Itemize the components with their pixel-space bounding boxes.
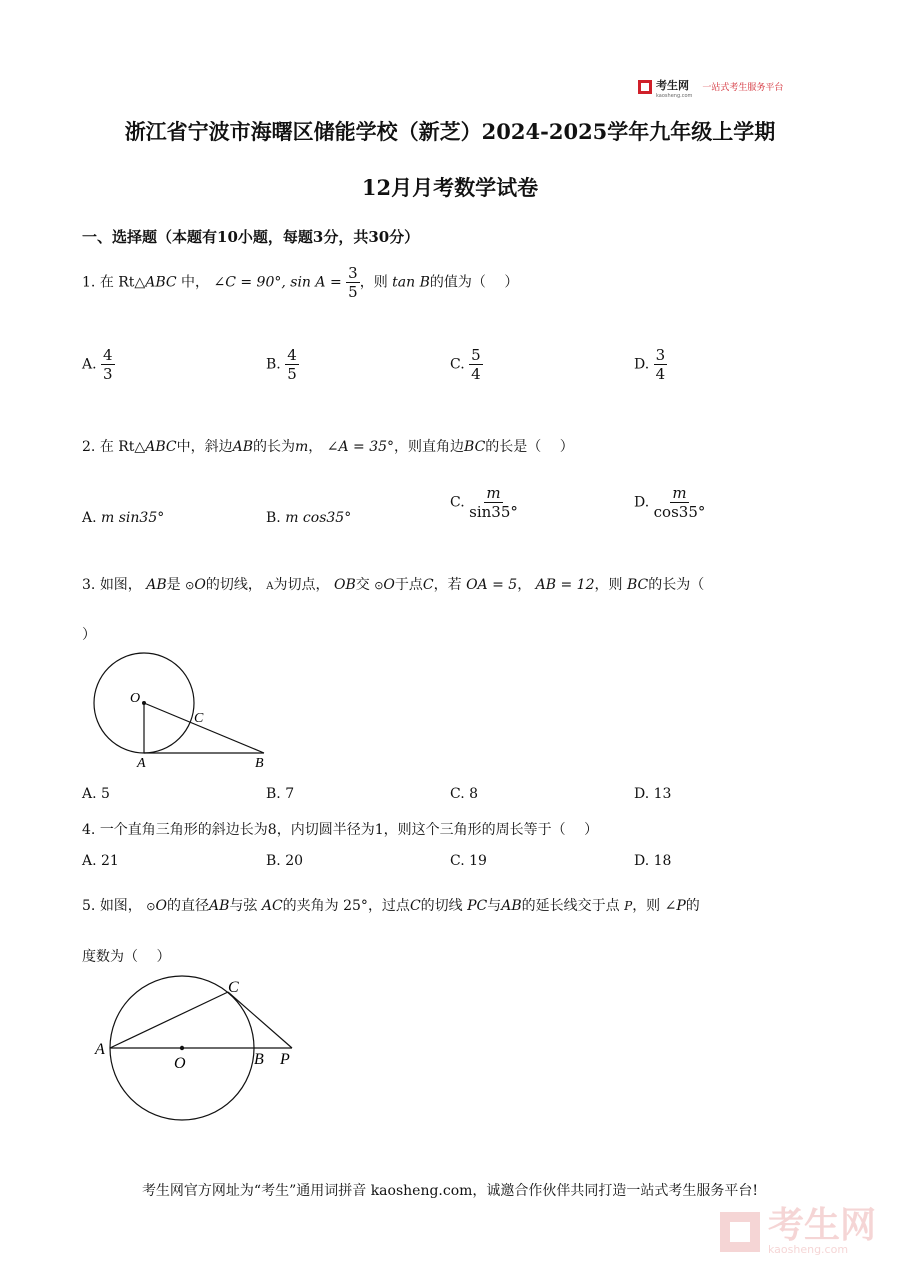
q3-o2: O (383, 577, 395, 593)
watermark-domain: kaosheng.com (767, 1243, 849, 1256)
option-label: A. (82, 786, 97, 802)
option-den: cos35° (653, 503, 706, 521)
q1-abc: ABC (145, 274, 177, 291)
q3-option-c[interactable] (450, 786, 478, 802)
option-label: A. (82, 510, 97, 526)
option-label: B. (266, 853, 281, 869)
option-den: 4 (471, 365, 481, 383)
q1-option-c[interactable] (450, 346, 483, 383)
q3-bc: BC (626, 577, 649, 593)
q2-t2: 的长为 (252, 439, 295, 455)
question-5 (82, 886, 700, 927)
q3-label-c: C (194, 711, 204, 726)
q1-option-b[interactable] (266, 346, 299, 383)
q5-t6: 与 (487, 898, 502, 914)
q3-ab12: AB = 12 (535, 577, 595, 593)
q2-number: 2. (82, 439, 96, 455)
q3-t9: 的长为（ (648, 577, 705, 593)
option-num: 5 (471, 346, 481, 364)
q2-rt: Rt△ (118, 439, 146, 455)
option-label: B. (266, 356, 281, 373)
q1-option-d[interactable] (634, 346, 667, 383)
q5-t4: ，过点 (367, 898, 410, 914)
q5-pc: PC (467, 898, 488, 914)
option-num: m (672, 484, 687, 502)
option-den: 5 (287, 365, 297, 383)
q1-text-mid: 中， (181, 274, 210, 291)
option-text: m cos35° (285, 510, 352, 526)
brand-domain: kaosheng.com (656, 93, 693, 99)
q3-t1: 是 (166, 577, 181, 593)
option-num: 4 (287, 346, 297, 364)
q3-option-d[interactable] (634, 786, 671, 802)
q5-t5: 的切线 (420, 898, 463, 914)
q5-t2: 与弦 (229, 898, 258, 914)
q2-option-b[interactable] (266, 510, 351, 526)
watermark-logo-icon (720, 1212, 760, 1252)
q2-text: 在 (99, 439, 114, 455)
q1-condition: ∠C = 90°, sin A = (213, 274, 342, 291)
q5-t1: 的直径 (166, 898, 209, 914)
q5-label-o: O (174, 1055, 186, 1072)
page-title-line1: 浙江省宁波市海曙区储能学校（新芝）2024-2025学年九年级上学期 (124, 119, 776, 144)
q3-t3: 为切点， (273, 577, 330, 593)
q3-option-b[interactable] (266, 786, 294, 802)
q5-ab: AB (208, 898, 230, 914)
q5-angp: ∠P (664, 898, 686, 914)
q1-after: ，则 (359, 274, 388, 291)
q5-number: 5. (82, 898, 96, 914)
q2-t1: 中，斜边 (176, 439, 233, 455)
q5-t0: 如图， (99, 898, 142, 914)
option-label: D. (634, 786, 650, 802)
q1-rt: Rt△ (118, 274, 146, 291)
q3-t8: ，则 (594, 577, 623, 593)
q3-o: O (194, 577, 206, 593)
page-title-line2: 12月月考数学试卷 (361, 175, 539, 200)
q2-m: m (294, 439, 309, 455)
q4-option-b[interactable] (266, 853, 303, 869)
q1-frac-den: 5 (348, 283, 358, 301)
q2-bc: BC (464, 439, 486, 455)
q4-option-d[interactable] (634, 853, 671, 869)
question-2 (82, 436, 574, 456)
option-num: m (486, 484, 501, 502)
q3-label-b: B (255, 756, 264, 771)
option-label: C. (450, 356, 465, 373)
option-text: 5 (101, 786, 110, 802)
q3-t7: ， (517, 577, 532, 593)
q5-label-a: A (95, 1041, 105, 1058)
q1-number: 1. (82, 274, 96, 291)
q3-ab: AB (146, 577, 167, 593)
option-text: m sin35° (101, 510, 165, 526)
q5-t9: 的 (685, 898, 700, 914)
q3-figure (90, 650, 280, 772)
q2-t4: ，则直角边 (394, 439, 465, 455)
option-text: 19 (469, 853, 487, 869)
q5-label-c: C (228, 979, 239, 996)
q5-tangent-pc (228, 992, 292, 1048)
brand-name: 考生网 (656, 79, 689, 92)
option-text: 21 (101, 853, 119, 869)
option-text: 20 (285, 853, 304, 869)
q2-option-c[interactable] (450, 484, 518, 521)
q5-deg: 25° (343, 898, 368, 914)
q1-fraction (346, 264, 360, 301)
footer-note: 考生网官方网址为“考生”通用词拼音 kaosheng.com，诚邀合作伙伴共同打造一站式考生服务平台! (141, 1183, 759, 1199)
q5-o: O (155, 898, 167, 914)
question-1 (82, 264, 518, 301)
q5-t8: ，则 (632, 898, 661, 914)
question-3 (82, 568, 704, 604)
q2-option-d[interactable] (634, 484, 705, 521)
option-den: sin35° (469, 503, 518, 521)
option-den: 3 (103, 365, 113, 383)
option-text: 13 (653, 786, 672, 802)
option-label: C. (450, 853, 465, 869)
q4-number: 4. (82, 822, 96, 838)
q4-text: 一个直角三角形的斜边长为8，内切圆半径为1，则这个三角形的周长等于（ ） (99, 822, 599, 838)
option-text: 7 (285, 786, 295, 802)
q3-t2: 的切线， (205, 577, 262, 593)
q5-t3: 的夹角为 (282, 898, 339, 914)
q5-ac: AC (261, 898, 283, 914)
watermark (720, 1205, 876, 1256)
option-label: B. (266, 786, 281, 802)
option-text: 18 (653, 853, 672, 869)
brand-slogan: 一站式考生服务平台 (702, 83, 784, 93)
q5-p: P (624, 899, 633, 913)
brand-logo (638, 74, 783, 99)
kaosheng-logo-icon (638, 80, 652, 94)
q5-label-b: B (254, 1051, 264, 1068)
q3-number: 3. (82, 577, 96, 593)
q2-t3: ， (308, 439, 323, 455)
option-den: 4 (655, 365, 666, 383)
option-label: D. (634, 356, 650, 373)
option-num: 4 (103, 346, 113, 364)
q1-tan: tan B (392, 274, 430, 291)
option-text: 8 (469, 786, 479, 802)
q3-point-o (142, 701, 146, 705)
circle-symbol-icon: ⊙ (146, 900, 156, 913)
q3-option-a[interactable] (82, 786, 110, 802)
q3-t4: 交 (355, 577, 370, 593)
q5-t7: 的延长线交于点 (521, 898, 620, 914)
option-label: C. (450, 786, 465, 802)
q3-label-a: A (137, 756, 146, 771)
q4-option-a[interactable] (82, 853, 119, 869)
q3-t0: 如图， (99, 577, 142, 593)
section-heading: 一、选择题（本题有10小题，每题3分，共30分） (82, 228, 420, 246)
q2-angle: ∠A = 35° (326, 439, 395, 455)
q2-t5: 的长是（ ） (485, 439, 574, 455)
circle-symbol-icon: ⊙ (185, 579, 195, 592)
q4-option-c[interactable] (450, 853, 487, 869)
q5-line2: 度数为（ ） (82, 949, 171, 965)
q5-figure (92, 972, 307, 1122)
watermark-text: 考生网 (767, 1205, 876, 1246)
q3-c: C (422, 577, 434, 593)
option-label: B. (266, 510, 281, 526)
option-label: A. (82, 853, 97, 869)
q3-segment-ob (144, 703, 264, 753)
q5-ab2: AB (501, 898, 522, 914)
option-label: A. (82, 356, 97, 373)
question-4 (82, 819, 598, 839)
circle-symbol-icon: ⊙ (374, 579, 384, 592)
q3-oa: OA = 5 (466, 577, 518, 593)
q5-c: C (409, 898, 421, 914)
q1-text: 在 (99, 274, 114, 291)
q3-t5: 于点 (394, 577, 423, 593)
q3-close: ） (82, 627, 96, 643)
q1-ask: 的值为（ ） (429, 274, 519, 291)
q2-abc: ABC (145, 439, 177, 455)
option-label: D. (634, 494, 650, 511)
option-num: 3 (655, 346, 666, 364)
q3-t6: ，若 (433, 577, 462, 593)
q2-ab: AB (232, 439, 253, 455)
q3-label-o: O (130, 691, 141, 706)
q5-label-p: P (280, 1051, 290, 1068)
option-label: D. (634, 853, 650, 869)
q2-option-a[interactable] (82, 510, 164, 526)
q1-option-a[interactable] (82, 346, 115, 383)
q1-frac-num: 3 (348, 264, 358, 282)
q3-a: A (266, 581, 274, 592)
q5-point-o (180, 1046, 184, 1050)
option-label: C. (450, 494, 465, 511)
q3-ob: OB (333, 577, 356, 593)
